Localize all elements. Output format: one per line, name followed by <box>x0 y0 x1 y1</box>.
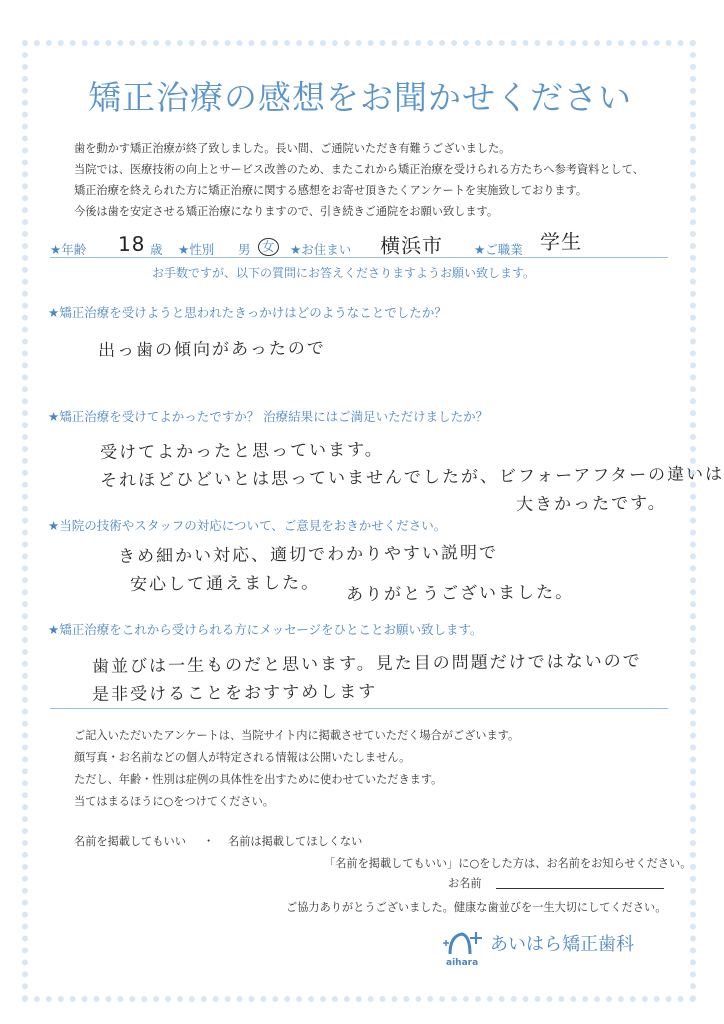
page-title: 矯正治療の感想をお聞かせください <box>88 78 632 117</box>
question-3: ★当院の技術やスタッフの対応について、ご意見をおきかせください。 <box>48 518 447 533</box>
answer-2-line: それほどひどいとは思っていませんでしたが、ビフォーアフターの違いは <box>99 464 724 491</box>
logo-sub: aihara <box>446 958 479 968</box>
publish-option-yes: 名前を掲載してもいい <box>74 835 186 848</box>
question-2: ★矯正治療を受けてよかったですか？ 治療結果にはご満足いただけましたか？ <box>48 409 489 424</box>
note-line: ご記入いただいたアンケートは、当院サイト内に掲載させていただく場合がございます。 <box>74 729 520 742</box>
name-label: お名前 <box>448 877 482 890</box>
answer-3-line: 安心して通えました。 <box>129 573 321 595</box>
answer-2-line: 受けてよかったと思っています。 <box>99 440 384 463</box>
publish-separator: ・ <box>203 835 215 848</box>
answer-3-line: きめ細かい対応、適切でわかりやすい説明で <box>117 543 499 567</box>
answer-4-line: 歯並びは一生ものだと思います。見た目の問題だけではないので <box>91 651 642 677</box>
answer-2-line: 大きかったです。 <box>515 493 667 515</box>
intro-line: 当院では、医療技術の向上とサービス改善のため、またこれから矯正治療を受けられる方たちへ参考資料として、 <box>74 163 644 176</box>
gender-female: 女 <box>258 238 279 256</box>
answers-underline <box>50 708 668 709</box>
question-1: ★矯正治療を受けようと思われたきっかけはどのようなことでしたか？ <box>48 305 447 320</box>
name-entry-line <box>496 888 664 889</box>
profile-underline <box>50 257 668 258</box>
thanks-text: ご協力ありがとうございました。健康な歯並びを一生大切にしてください。 <box>286 901 667 914</box>
intro-line: 今後は歯を安定させる矯正治療になりますので、引き続きご通院をお願い致します。 <box>74 205 499 218</box>
gender-label: ★性別 <box>178 242 215 257</box>
intro-line: 矯正治療を終えられた方に矯正治療に関する感想をお寄せ頂きたくアンケートを実施致しております。 <box>74 184 588 197</box>
publish-option-no: 名前は掲載してほしくない <box>228 835 363 848</box>
intro-line: 歯を動かす矯正治療が終了致しました。長い間、ご通院いただき有難うございました。 <box>74 142 511 155</box>
age-label: ★年齢 <box>50 242 87 257</box>
gender-male: 男 <box>238 242 251 257</box>
age-value: 18 <box>117 231 146 256</box>
age-unit: 歳 <box>150 242 163 257</box>
occupation-label: ★ご職業 <box>474 242 523 257</box>
occupation-value: 学生 <box>539 229 583 254</box>
residence-label: ★お住まい <box>290 242 352 257</box>
note-line: ただし、年齢・性別は症例の具体性を出すために使わせていただきます。 <box>74 773 443 786</box>
request-text: お手数ですが、以下の質問にお答えくださりますようお願い致します。 <box>152 266 536 280</box>
residence-value: 横浜市 <box>379 233 444 258</box>
publish-instruction: 「名前を掲載してもいい」に○をした方は、お名前をお知らせください。 <box>324 857 692 870</box>
answer-1-line: 出っ歯の傾向があったので <box>97 338 326 361</box>
note-line: 顔写真・お名前などの個人が特定される情報は公開いたしません。 <box>74 751 411 764</box>
answer-3-line: ありがとうございました。 <box>345 582 575 605</box>
logo-text: あいはら矯正歯科 <box>490 934 634 955</box>
question-4: ★矯正治療をこれから受けられる方にメッセージをひとことお願い致します。 <box>48 622 483 637</box>
gender-female-circled <box>258 238 279 256</box>
answer-4-line: 是非受けることをおすすめします <box>91 682 378 705</box>
note-line: 当てはまるほうに○をつけてください。 <box>74 795 274 808</box>
